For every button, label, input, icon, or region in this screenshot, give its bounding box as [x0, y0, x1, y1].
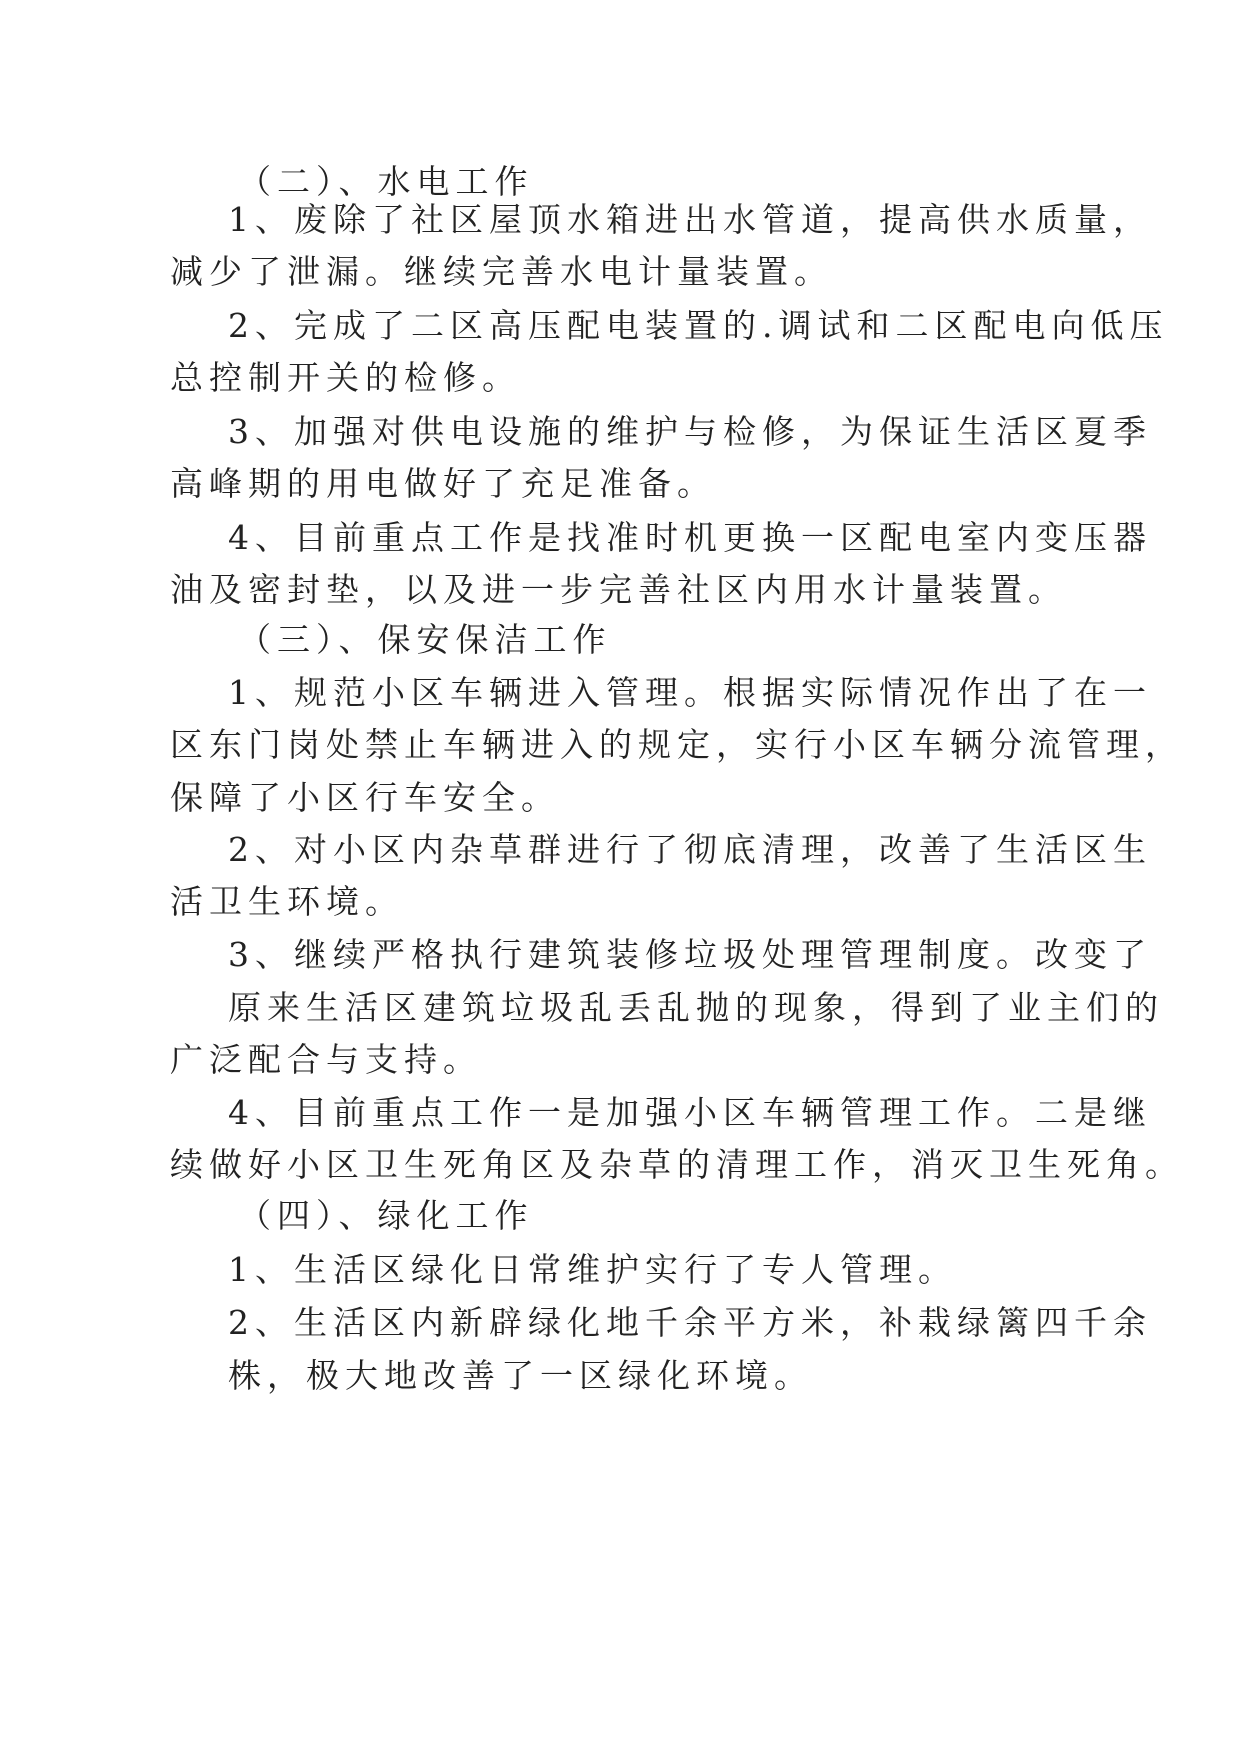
paragraph-line: 活卫生环境。 — [170, 882, 404, 921]
paragraph-line: 3、加强对供电设施的维护与检修，为保证生活区夏季 — [228, 412, 1152, 451]
paragraph-line: 2、完成了二区高压配电装置的.调试和二区配电向低压 — [228, 306, 1169, 345]
paragraph-line: 4、目前重点工作一是加强小区车辆管理工作。二是继 — [228, 1093, 1152, 1132]
paragraph-line: 4、目前重点工作是找准时机更换一区配电室内变压器 — [228, 518, 1152, 557]
paragraph-line: 3、继续严格执行建筑装修垃圾处理管理制度。改变了 — [228, 935, 1152, 974]
paragraph-line: 区东门岗处禁止车辆进入的规定，实行小区车辆分流管理， — [170, 725, 1184, 764]
paragraph-line: 2、对小区内杂草群进行了彻底清理，改善了生活区生 — [228, 830, 1152, 869]
paragraph-line: 续做好小区卫生死角区及杂草的清理工作，消灭卫生死角。 — [170, 1145, 1184, 1184]
paragraph-line: 减少了泄漏。继续完善水电计量装置。 — [170, 252, 833, 291]
paragraph-line: 1、废除了社区屋顶水箱进出水管道，提高供水质量， — [228, 200, 1152, 239]
section-heading-security-cleaning: （三）、保安保洁工作 — [238, 620, 612, 659]
paragraph-line: 1、规范小区车辆进入管理。根据实际情况作出了在一 — [228, 673, 1152, 712]
paragraph-line: 株，极大地改善了一区绿化环境。 — [228, 1356, 813, 1395]
paragraph-line: 保障了小区行车安全。 — [170, 778, 560, 817]
paragraph-line: 广泛配合与支持。 — [170, 1040, 482, 1079]
paragraph-line: 1、生活区绿化日常维护实行了专人管理。 — [228, 1250, 957, 1289]
section-heading-greening: （四）、绿化工作 — [238, 1196, 534, 1235]
paragraph-line: 油及密封垫，以及进一步完善社区内用水计量装置。 — [170, 570, 1067, 609]
paragraph-line: 高峰期的用电做好了充足准备。 — [170, 464, 716, 503]
paragraph-line: 总控制开关的检修。 — [170, 358, 521, 397]
section-heading-hydro-electric: （二）、水电工作 — [238, 162, 534, 201]
paragraph-line: 2、生活区内新辟绿化地千余平方米，补栽绿篱四千余 — [228, 1303, 1152, 1342]
paragraph-line: 原来生活区建筑垃圾乱丢乱抛的现象，得到了业主们的 — [228, 988, 1164, 1027]
